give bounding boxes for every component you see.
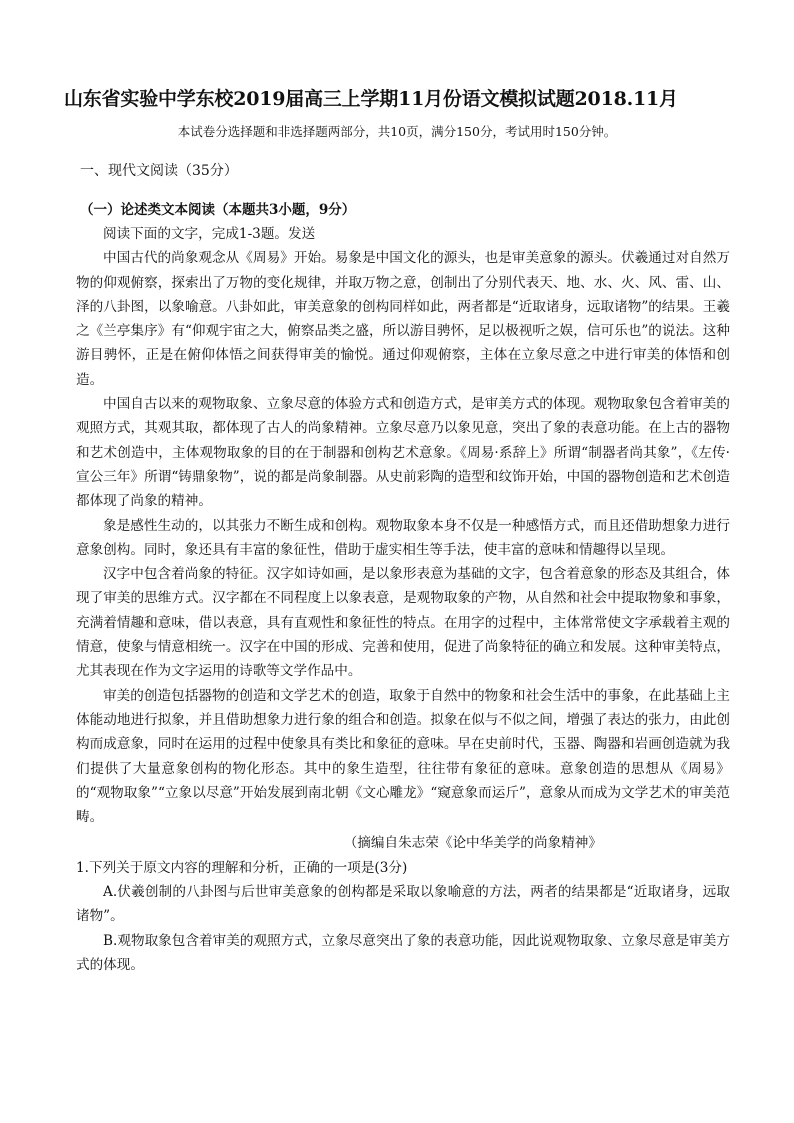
passage-paragraph-5: 审美的创造包括器物的创造和文学艺术的创造，取象于自然中的物象和社会生活中的事象，在此基础上主体能动地进行拟象，并且借助想象力进行象的组合和创造。拟象在似与不似之间，增强了表达的张力，由此创构而成意象，同时在运用的过程中使象具有类比和象征的意味。早在史前时代，玉器、陶器和岩画创造就为我们提供了大量意象创构的物化形态。其中的象生造型，往往带有象征的意味。意象创造的思想从《周易》的“观物取象”“立象以尽意”开始发展到南北朝《文心雕龙》“窥意象而运斤”，意象从而成为文学艺术的审美范畴。 [76,687,730,826]
question-1-stem: 1.下列关于原文内容的理解和分析，正确的一项是(3分) [76,859,408,876]
passage-paragraph-1: 中国古代的尚象观念从《周易》开始。易象是中国文化的源头，也是审美意象的源头。伏羲通过对自然万物的仰观俯察，探索出了万物的变化规律，并取万物之意，创制出了分别代表天、地、水、火、风、雷、山、泽的八卦图，以象喻意。八卦如此，审美意象的创构同样如此，两者都是“近取诸身，远取诸物”的结果。王羲之《兰亭集序》有“仰观宇宙之大，俯察品类之盛，所以游目骋怀，足以极视听之娱，信可乐也”的说法。这种游目骋怀，正是在俯仰体悟之间获得审美的愉悦。通过仰观俯察，主体在立象尽意之中进行审美的体悟和创造。 [76,250,730,388]
passage-paragraph-3: 象是感性生动的，以其张力不断生成和创构。观物取象本身不仅是一种感悟方式，而且还借助想象力进行意象创构。同时，象还具有丰富的象征性，借助于虚实相生等手法，使丰富的意味和情趣得以呈现。 [76,517,730,558]
passage-paragraph-4: 汉字中包含着尚象的特征。汉字如诗如画，是以象形表意为基础的文字，包含着意象的形态及其组合，体现了审美的思维方式。汉字都在不同程度上以象表意，是观物取象的产物，从自然和社会中提取物象和事象，充满着情趣和意味，借以表意，具有直观性和象征性的特点。在用字的过程中，主体常常使文字承载着主观的情意，使象与情意相统一。汉字在中国的形成、完善和使用，促进了尚象特征的确立和发展。这种审美特点，尤其表现在作为文字运用的诗歌等文学作品中。 [76,566,730,680]
passage-body [76,222,730,977]
question-1-option-a: A.伏羲创制的八卦图与后世审美意象的创构都是采取以象喻意的方法，两者的结果都是“近取诸身，远取诸物”。 [76,884,730,925]
passage-paragraph-2: 中国自古以来的观物取象、立象尽意的体验方式和创造方式，是审美方式的体现。观物取象包含着审美的观照方式，其观其取，都体现了古人的尚象精神。立象尽意乃以象见意，突出了象的表意功能。在上古的器物和艺术创造中，主体观物取象的目的在于制器和创构艺术意象。《周易·系辞上》所谓“制器者尚其象”，《左传·宣公三年》所谓“铸鼎象物”，说的都是尚象制器。从史前彩陶的造型和纹饰开始，中国的器物创造和艺术创造都体现了尚象的精神。 [76,396,730,510]
passage-source: （摘编自朱志荣《论中华美学的尚象精神》 [343,835,602,852]
passage-intro: 阅读下面的文字，完成1-3题。发送 [103,226,316,242]
section-heading: 一、现代文阅读（35分） [80,163,238,179]
exam-instructions: 本试卷分选择题和非选择题两部分，共10页，满分150分，考试用时150分钟。 [177,124,617,139]
question-1-option-b: B.观物取象包含着审美的观照方式，立象尽意突出了象的表意功能，因此说观物取象、立象尽意是审美方式的体现。 [76,932,730,973]
subsection-heading: （一）论述类文本阅读（本题共3小题，9分） [80,202,356,218]
exam-title: 山东省实验中学东校2019届高三上学期11月份语文模拟试题2018.11月 [64,88,678,110]
